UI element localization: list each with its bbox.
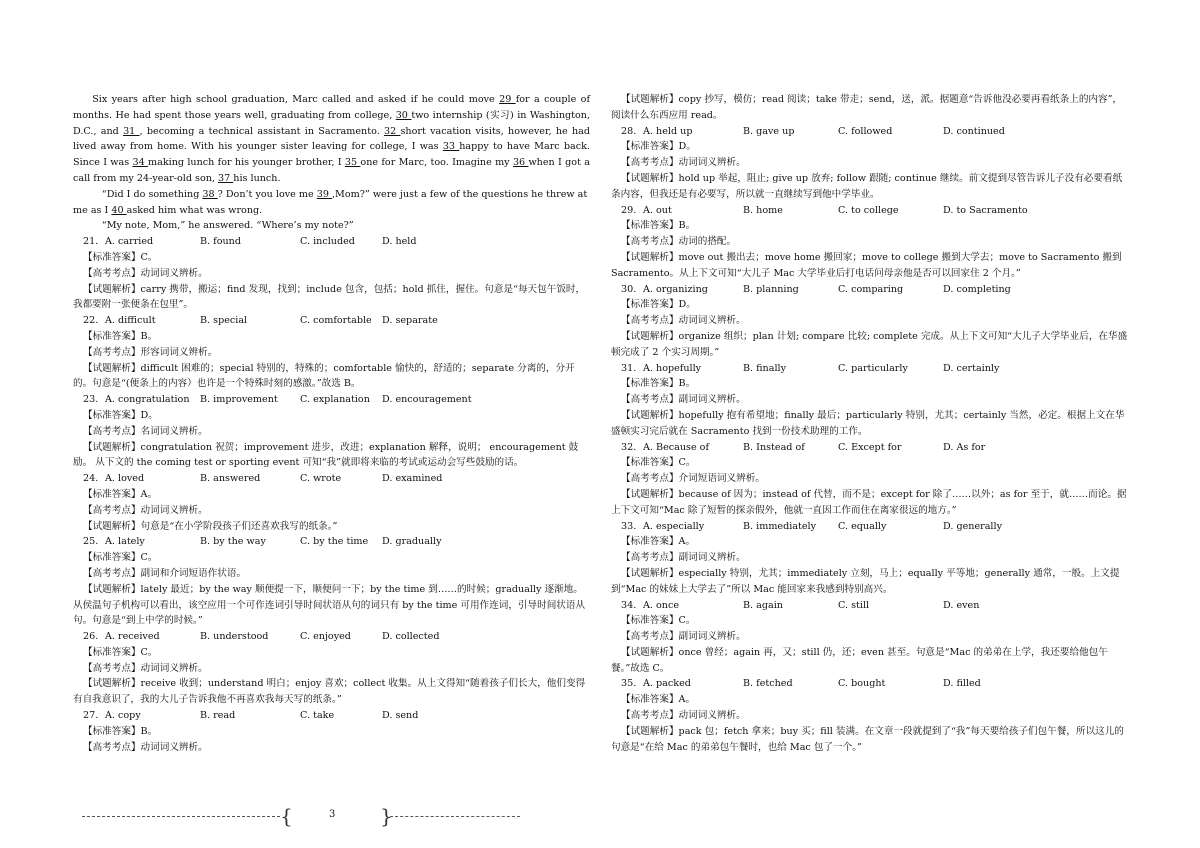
standard-answer: 【标准答案】C。 <box>83 646 158 658</box>
standard-answer: 【标准答案】C。 <box>83 552 158 564</box>
question-number: 24. <box>83 473 99 485</box>
exam-point: 【高考考点】动词词义辨析。 <box>621 315 746 327</box>
question-number: 33. <box>621 520 637 532</box>
standard-answer: 【标准答案】D。 <box>621 141 696 153</box>
question-number: 35. <box>621 678 637 690</box>
standard-answer: 【标准答案】C。 <box>83 251 158 263</box>
exam-point: 【高考考点】动词词义辨析。 <box>621 710 746 722</box>
answer-option: D. As for <box>943 441 986 453</box>
answer-blank: 35 <box>344 157 361 169</box>
answer-option: A. difficult <box>105 315 156 327</box>
answer-option: B. planning <box>743 283 799 295</box>
answer-option: C. comfortable <box>300 315 372 327</box>
question-number: 22. <box>83 315 99 327</box>
answer-option: D. certainly <box>943 362 1000 374</box>
exam-point: 【高考考点】副词词义辨析。 <box>621 394 746 406</box>
exam-point: 【高考考点】动词词义辨析。 <box>83 504 208 516</box>
standard-answer: 【标准答案】D。 <box>621 299 696 311</box>
analysis: 【试题解析】hold up 举起，阻止; give up 放弃; follow 跟随; continue 继续。前文提到尽管告诉儿子没有必要看纸条内容，但我还是有必要写，所以就一直继续写到他中学毕业。 <box>611 172 1123 200</box>
answer-option: A. loved <box>105 473 145 485</box>
answer-blank: 36 <box>512 157 529 169</box>
answer-option: C. still <box>838 599 870 611</box>
answer-option: C. followed <box>838 125 893 137</box>
page-number: 3 <box>329 809 336 820</box>
question-row <box>611 598 1128 614</box>
answer-option: B. immediately <box>743 520 817 532</box>
answer-option: A. packed <box>643 678 691 690</box>
standard-answer: 【标准答案】A。 <box>621 536 696 548</box>
answer-blank: 32 <box>384 125 401 137</box>
answer-blank: 31 <box>123 125 140 137</box>
passage-paragraph-2: “Did I do something 38 ? Don’t you love me 39 ,Mom?” were just a few of the questions he threw at me as I 40 asked him what was wrong. <box>73 188 588 216</box>
answer-option: D. send <box>382 710 419 722</box>
answer-blank: 33 <box>442 141 460 153</box>
answer-blank: 39 <box>316 188 332 200</box>
question-number: 21. <box>83 236 99 248</box>
exam-point: 【高考考点】副词词义辨析。 <box>621 631 746 643</box>
question-row <box>611 440 1128 456</box>
answer-option: C. enjoyed <box>300 631 351 643</box>
answer-option: B. found <box>200 236 241 248</box>
answer-option: C. by the time <box>300 536 369 548</box>
question-number: 25. <box>83 536 99 548</box>
analysis: 【试题解析】lately 最近；by the way 顺便提一下，顺便问一下；by the time 到……的时候；gradually 逐渐地。从侯温句子机构可以看出，该空应用一个可作连词引导时间状语从句的词只有 by the time 可用作连词，引导时间状语从句。句意是“到上中学的时候。” <box>73 583 586 627</box>
answer-blank: 40 <box>111 204 127 216</box>
answer-option: B. again <box>743 599 783 611</box>
answer-option: D. gradually <box>382 536 442 548</box>
question-number: 28. <box>621 125 637 137</box>
left-column <box>73 92 590 755</box>
question-number: 32. <box>621 441 637 453</box>
answer-option: A. carried <box>105 236 154 248</box>
question-number: 30. <box>621 283 637 295</box>
answer-option: C. Except for <box>838 441 902 453</box>
analysis: 【试题解析】because of 因为；instead of 代替，而不是；except for 除了……以外；as for 至于，就……而论。据上下文可知“Mac 除了短暂的探亲假外，他就一直因工作而住在离家很远的地方。” <box>611 488 1127 516</box>
analysis: 【试题解析】hopefully 抱有希望地；finally 最后；particularly 特别，尤其；certainly 当然，必定。根据上文在华盛顿实习完后就在 Sacramento 找到一份技术助理的工作。 <box>611 409 1125 437</box>
question-row <box>611 124 1128 140</box>
answer-option: A. received <box>105 631 160 643</box>
analysis: 【试题解析】move out 搬出去；move home 搬回家；move to college 搬到大学去；move to Sacramento 搬到 Sacramento。从上下文可知“大儿子 Mac 大学毕业后打电话问母亲他是否可以回家住 2 个月。” <box>611 251 1122 279</box>
answer-option: D. examined <box>382 473 443 485</box>
answer-blank: 30 <box>395 109 412 121</box>
analysis: 【试题解析】pack 包；fetch 拿来；buy 买；fill 装满。在文章一段就提到了“我”每天要给孩子们包午餐，所以这儿的句意是“在给 Mac 的弟弟包午餐时，也给 Mac 包了一个。” <box>611 725 1124 753</box>
answer-option: B. gave up <box>743 125 795 137</box>
question-row <box>73 471 590 487</box>
question-number: 31. <box>621 362 637 374</box>
answer-option: B. understood <box>200 631 269 643</box>
answer-option: A. out <box>643 204 672 216</box>
answer-option: A. held up <box>643 125 693 137</box>
exam-point: 【高考考点】介词短语词义辨析。 <box>621 473 765 485</box>
footer-rule-left <box>82 816 280 817</box>
answer-blank: 34 <box>132 157 149 169</box>
analysis: 【试题解析】difficult 困难的；special 特别的，特殊的；comfortable 愉快的，舒适的；separate 分离的，分开的。句意是“(便条上的内容）也许是一个特殊时刻的感激。”故选 B。 <box>73 362 575 390</box>
answer-blank: 38 <box>202 188 218 200</box>
answer-option: D. generally <box>943 520 1002 532</box>
footer-bracket-left: { <box>280 804 293 828</box>
question-number: 27. <box>83 710 99 722</box>
question-number: 23. <box>83 394 99 406</box>
answer-option: D. separate <box>382 315 438 327</box>
answer-option: B. read <box>200 710 236 722</box>
answer-option: B. finally <box>743 362 787 374</box>
answer-option: A. congratulation <box>105 394 190 406</box>
standard-answer: 【标准答案】B。 <box>83 330 158 342</box>
answer-option: D. continued <box>943 125 1005 137</box>
answer-option: A. especially <box>643 520 705 532</box>
question-row <box>73 234 590 250</box>
answer-option: D. filled <box>943 678 981 690</box>
question-row <box>611 519 1128 535</box>
question-row <box>73 708 590 724</box>
exam-point: 【高考考点】动词词义辨析。 <box>621 157 746 169</box>
question-row <box>611 282 1128 298</box>
answer-option: A. once <box>643 599 680 611</box>
answer-option: B. home <box>743 204 783 216</box>
analysis: 【试题解析】especially 特别，尤其；immediately 立刻，马上；equally 平等地；generally 通常，一般。上文提到“Mac 的妹妹上大学去了”所以 Mac 能回家来我感到特别高兴。 <box>611 567 1120 595</box>
question-number: 34. <box>621 599 637 611</box>
question-row <box>73 313 590 329</box>
question-row <box>611 676 1128 692</box>
standard-answer: 【标准答案】C。 <box>621 457 696 469</box>
answer-option: C. take <box>300 710 335 722</box>
analysis: 【试题解析】copy 抄写，模仿；read 阅读；take 带走；send，送，派。据题意“告诉他没必要再看纸条上的内容”，阅读什么东西应用 read。 <box>611 94 1123 121</box>
page-footer <box>0 806 1200 826</box>
answer-option: C. bought <box>838 678 886 690</box>
question-list-right <box>611 92 1128 755</box>
question-row <box>611 361 1128 377</box>
analysis: 【试题解析】congratulation 祝贺；improvement 进步，改进；explanation 解释，说明； encouragement 鼓励。 从下文的 the coming test or sporting event 可知“我”就即将来临的考试或运动会写些鼓励的话。 <box>73 441 579 469</box>
standard-answer: 【标准答案】B。 <box>621 220 696 232</box>
standard-answer: 【标准答案】A。 <box>621 694 696 706</box>
answer-option: D. to Sacramento <box>943 204 1028 216</box>
exam-point: 【高考考点】形容词词义辨析。 <box>83 346 218 358</box>
answer-option: D. encouragement <box>382 394 472 406</box>
answer-option: D. even <box>943 599 980 611</box>
answer-option: C. included <box>300 236 355 248</box>
answer-option: B. improvement <box>200 394 278 406</box>
passage-paragraph-3: “My note, Mom,” he answered. “Where’s my note?” <box>101 220 354 232</box>
answer-option: C. wrote <box>300 473 342 485</box>
analysis: 【试题解析】句意是“在小学阶段孩子们还喜欢我写的纸条。” <box>83 520 338 532</box>
passage-paragraph-1: Six years after high school graduation, Marc called and asked if he could move 29 for a couple of months. He had spent those years well, graduating from college, 30 two internship (实习) in Washington, D.C., and 31 , becoming a technical assistant in Sacramento. 32 short vacation visits, however, he had lived away from home. With his younger sister leaving for college, I was 33 happy to have Marc back. Since I was 34 making lunch for his younger brother, I 35 one for Marc, too. Imagine my 36 when I got a call from my 24-year-old son, 37 his lunch. <box>73 94 590 184</box>
answer-option: C. to college <box>838 204 899 216</box>
answer-option: C. comparing <box>838 283 904 295</box>
answer-option: B. answered <box>200 473 261 485</box>
answer-option: B. fetched <box>743 678 793 690</box>
question-number: 29. <box>621 204 637 216</box>
answer-option: B. special <box>200 315 248 327</box>
exam-point: 【高考考点】名词词义辨析。 <box>83 425 208 437</box>
exam-point: 【高考考点】副词词义辨析。 <box>621 552 746 564</box>
standard-answer: 【标准答案】B。 <box>83 725 158 737</box>
exam-point: 【高考考点】动词词义辨析。 <box>83 662 208 674</box>
answer-option: C. equally <box>838 520 887 532</box>
right-column <box>611 92 1128 755</box>
question-number: 26. <box>83 631 99 643</box>
analysis: 【试题解析】organize 组织；plan 计划; compare 比较; complete 完成。从上下文可知“大儿子大学毕业后，在华盛顿完成了 2 个实习周期。” <box>611 330 1128 358</box>
answer-option: A. organizing <box>643 283 708 295</box>
answer-blank: 29 <box>499 94 516 105</box>
answer-option: D. held <box>382 236 417 248</box>
exam-point: 【高考考点】副词和介词短语作状语。 <box>83 567 247 579</box>
answer-option: B. Instead of <box>743 441 805 453</box>
answer-option: A. hopefully <box>643 362 702 374</box>
analysis: 【试题解析】once 曾经；again 再，又；still 仍，还；even 甚至。句意是“Mac 的弟弟在上学，我还要给他包午餐。”故选 C。 <box>611 646 1108 674</box>
exam-point: 【高考考点】动词的搭配。 <box>621 236 737 248</box>
analysis: 【试题解析】carry 携带，搬运；find 发现，找到；include 包含，包括；hold 抓住，握住。句意是“每天包午饭时，我都要附一张便条在包里”。 <box>73 283 586 311</box>
question-row <box>73 629 590 645</box>
exam-point: 【高考考点】动词词义辨析。 <box>83 267 208 279</box>
question-row <box>73 534 590 550</box>
standard-answer: 【标准答案】B。 <box>621 378 696 390</box>
analysis: 【试题解析】receive 收到；understand 明白；enjoy 喜欢；collect 收集。从上文得知“随着孩子们长大，他们变得有自我意识了，我的大儿子告诉我他不再喜欢我每天写的纸条。” <box>73 678 586 706</box>
standard-answer: 【标准答案】A。 <box>83 488 158 500</box>
question-row <box>611 203 1128 219</box>
answer-option: C. explanation <box>300 394 370 406</box>
footer-bracket-right: } <box>380 804 393 828</box>
answer-option: B. by the way <box>200 536 266 548</box>
answer-option: A. lately <box>105 536 145 548</box>
footer-rule-right <box>390 816 520 817</box>
question-row <box>73 392 590 408</box>
answer-option: D. collected <box>382 631 440 643</box>
answer-option: A. Because of <box>643 441 710 453</box>
exam-point: 【高考考点】动词词义辨析。 <box>83 741 208 753</box>
answer-blank: 37 <box>218 172 234 184</box>
standard-answer: 【标准答案】C。 <box>621 615 696 627</box>
answer-option: C. particularly <box>838 362 908 374</box>
standard-answer: 【标准答案】D。 <box>83 409 158 421</box>
answer-option: A. copy <box>105 710 141 722</box>
question-list-left <box>73 234 590 755</box>
answer-option: D. completing <box>943 283 1011 295</box>
